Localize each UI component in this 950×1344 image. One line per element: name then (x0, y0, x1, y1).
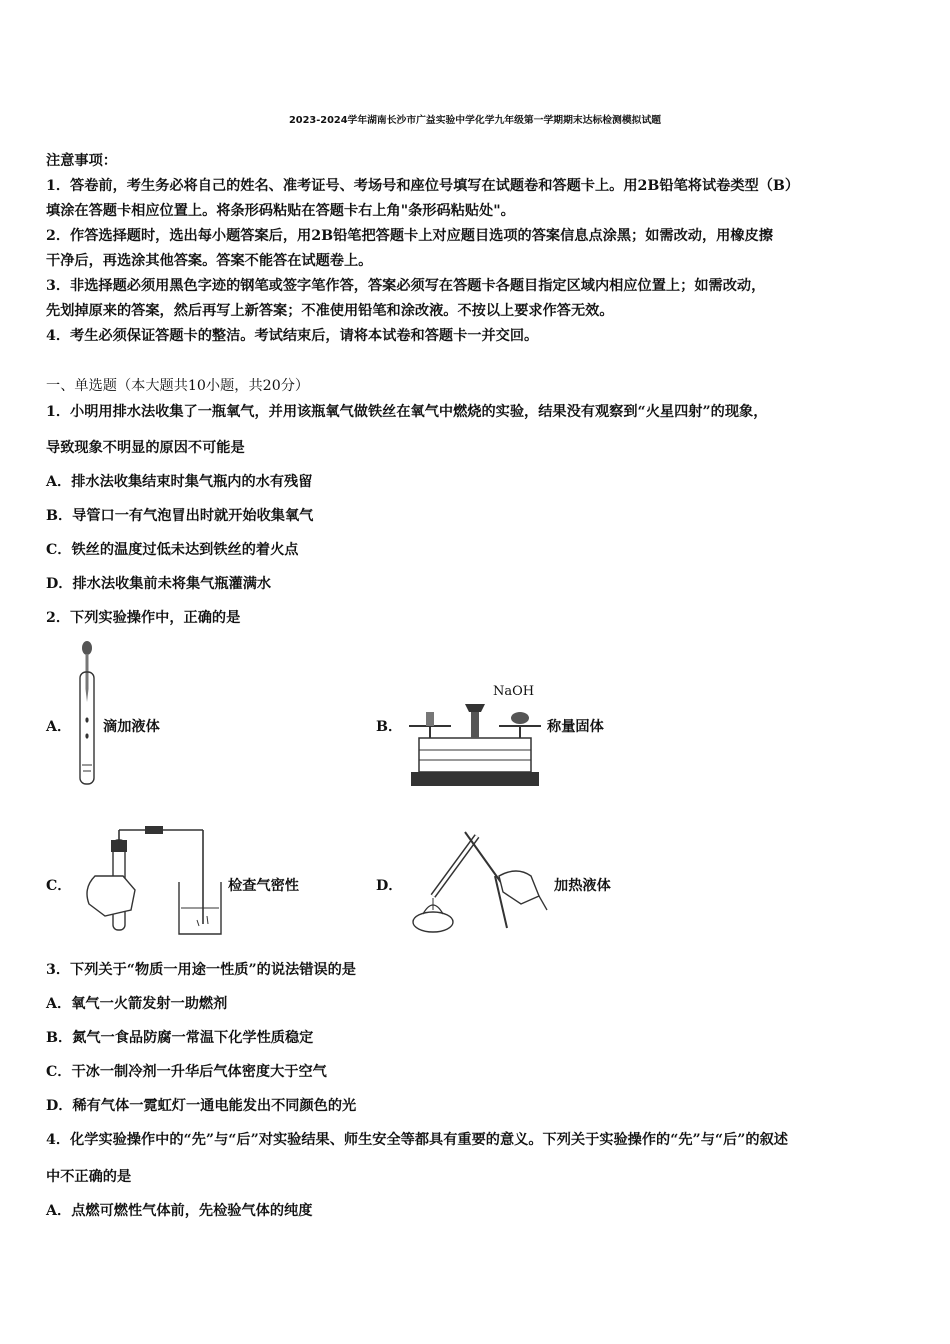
notice-line: 1．答卷前，考生务必将自己的姓名、准考证号、考场号和座位号填写在试题卷和答题卡上。用2B铅笔将试卷类型（B） (46, 178, 800, 194)
question-stem: 导致现象不明显的原因不可能是 (46, 440, 245, 456)
notice-line: 干净后，再选涂其他答案。答案不能答在试题卷上。 (46, 253, 373, 269)
option-b: B．导管口一有气泡冒出时就开始收集氧气 (46, 508, 314, 524)
option-d-label: 加热液体 (554, 878, 611, 894)
option-d: D．排水法收集前未将集气瓶灌满水 (46, 576, 272, 592)
option-a-letter: A． (46, 719, 72, 735)
question-stem: 1．小明用排水法收集了一瓶氧气，并用该瓶氧气做铁丝在氧气中燃烧的实验，结果没有观察到“火星四射”的现象， (46, 404, 768, 420)
naoh-label: NaOH (493, 684, 535, 699)
option-c: C．干冰一制冷剂一升华后气体密度大于空气 (46, 1064, 327, 1080)
page-title: 2023-2024学年湖南长沙市广益实验中学化学九年级第一学期期末达标检测模拟试题 (288, 115, 662, 126)
question-stem: 4．化学实验操作中的“先”与“后”对实验结果、师生安全等都具有重要的意义。下列关于实验操作的“先”与“后”的叙述 (46, 1132, 788, 1148)
notice-line: 先划掉原来的答案，然后再写上新答案；不准使用铅笔和涂改液。不按以上要求作答无效。 (46, 303, 614, 319)
option-b-letter: B． (376, 719, 403, 735)
dropper-figure (72, 640, 102, 790)
option-d: D．稀有气体一霓虹灯一通电能发出不同颜色的光 (46, 1098, 357, 1114)
option-b-label: 称量固体 (547, 719, 604, 735)
notice-line: 填涂在答题卡相应位置上。将条形码粘贴在答题卡右上角"条形码粘贴处"。 (46, 203, 515, 219)
heating-figure (405, 826, 550, 936)
notice-line: 2．作答选择题时，选出每小题答案后，用2B铅笔把答题卡上对应题目选项的答案信息点涂黑；如需改动，用橡皮擦 (46, 228, 773, 244)
option-c-label: 检查气密性 (228, 878, 299, 894)
notice-line: 4．考生必须保证答题卡的整洁。考试结束后，请将本试卷和答题卡一并交回。 (46, 328, 539, 344)
option-c: C．铁丝的温度过低未达到铁丝的着火点 (46, 542, 299, 558)
option-b: B．氮气一食品防腐一常温下化学性质稳定 (46, 1030, 314, 1046)
question-stem: 3．下列关于“物质一用途一性质”的说法错误的是 (46, 962, 356, 978)
notice-heading: 注意事项： (46, 153, 117, 169)
option-a-label: 滴加液体 (103, 719, 160, 735)
option-a: A．点燃可燃性气体前，先检验气体的纯度 (46, 1203, 313, 1219)
question-stem: 中不正确的是 (46, 1169, 132, 1185)
option-a: A．氧气一火箭发射一助燃剂 (46, 996, 228, 1012)
option-d-letter: D． (376, 878, 403, 894)
section-heading: 一、单选题（本大题共10小题，共20分） (46, 378, 310, 394)
option-a: A．排水法收集结束时集气瓶内的水有残留 (46, 474, 313, 490)
balance-figure (405, 698, 545, 790)
option-c-letter: C． (46, 878, 72, 894)
question-stem: 2．下列实验操作中，正确的是 (46, 610, 241, 626)
airtightness-figure (75, 826, 225, 936)
notice-line: 3．非选择题必须用黑色字迹的钢笔或签字笔作答，答案必须写在答题卡各题目指定区域内相应位置上；如需改动， (46, 278, 766, 294)
